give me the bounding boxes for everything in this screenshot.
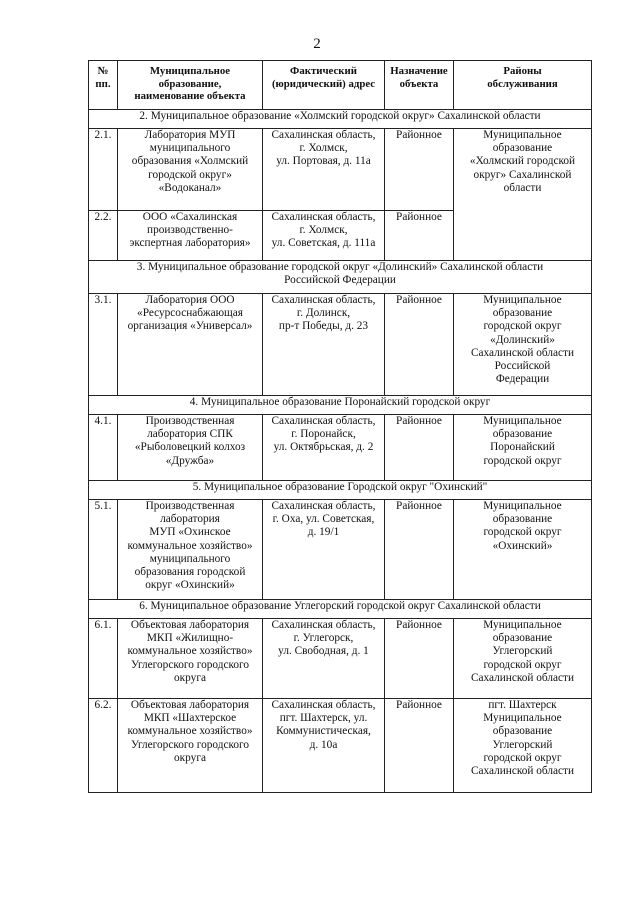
row-address: Сахалинская область, пгт. Шахтерск, ул. Коммунистическая, д. 10а bbox=[263, 699, 385, 793]
row-name: Объектовая лаборатория МКП «Шахтерское коммунальное хозяйство» Углегорского городского округа bbox=[118, 699, 263, 793]
section-title: 2. Муниципальное образование «Холмский городской округ» Сахалинской области bbox=[89, 110, 592, 129]
header-address: Фактический (юридический) адрес bbox=[263, 61, 385, 110]
row-areas: Муниципальное образование Углегорский городской округ Сахалинской области bbox=[454, 619, 592, 699]
header-num: № пп. bbox=[89, 61, 118, 110]
row-purpose: Районное bbox=[385, 699, 454, 793]
row-num: 2.1. bbox=[89, 129, 118, 211]
row-name: Объектовая лаборатория МКП «Жилищно- коммунальное хозяйство» Углегорского городского округа bbox=[118, 619, 263, 699]
row-areas: Муниципальное образование городской округ «Долинский» Сахалинской области Российской Федерации bbox=[454, 294, 592, 396]
table-row bbox=[89, 500, 592, 600]
row-address: Сахалинская область, г. Углегорск, ул. Свободная, д. 1 bbox=[263, 619, 385, 699]
section-row bbox=[89, 481, 592, 500]
row-purpose: Районное bbox=[385, 500, 454, 600]
section-title: 4. Муниципальное образование Поронайский городской округ bbox=[89, 396, 592, 415]
section-row bbox=[89, 261, 592, 294]
section-title: 3. Муниципальное образование городской округ «Долинский» Сахалинской области Российской Федерации bbox=[89, 261, 592, 294]
row-areas: Муниципальное образование «Холмский городской округ» Сахалинской области bbox=[454, 129, 592, 261]
row-address: Сахалинская область, г. Оха, ул. Советская, д. 19/1 bbox=[263, 500, 385, 600]
row-purpose: Районное bbox=[385, 211, 454, 261]
row-purpose: Районное bbox=[385, 619, 454, 699]
row-name: Лаборатория МУП муниципального образования «Холмский городской округ» «Водоканал» bbox=[118, 129, 263, 211]
table-row bbox=[89, 294, 592, 396]
section-row bbox=[89, 600, 592, 619]
row-name: Производственная лаборатория СПК «Рыболовецкий колхоз «Дружба» bbox=[118, 415, 263, 481]
row-num: 2.2. bbox=[89, 211, 118, 261]
header-areas: Районы обслуживания bbox=[454, 61, 592, 110]
row-areas: Муниципальное образование городской округ «Охинский» bbox=[454, 500, 592, 600]
row-areas: пгт. Шахтерск Муниципальное образование Углегорский городской округ Сахалинской области bbox=[454, 699, 592, 793]
table-row bbox=[89, 415, 592, 481]
page-number: 2 bbox=[313, 36, 321, 52]
table-row bbox=[89, 619, 592, 699]
section-title: 5. Муниципальное образование Городской округ "Охинский" bbox=[89, 481, 592, 500]
row-num: 6.1. bbox=[89, 619, 118, 699]
row-purpose: Районное bbox=[385, 415, 454, 481]
row-address: Сахалинская область, г. Холмск, ул. Советская, д. 111а bbox=[263, 211, 385, 261]
section-title: 6. Муниципальное образование Углегорский городской округ Сахалинской области bbox=[89, 600, 592, 619]
row-num: 4.1. bbox=[89, 415, 118, 481]
row-address: Сахалинская область, г. Поронайск, ул. Октябрьская, д. 2 bbox=[263, 415, 385, 481]
row-num: 3.1. bbox=[89, 294, 118, 396]
row-areas: Муниципальное образование Поронайский городской округ bbox=[454, 415, 592, 481]
table-row bbox=[89, 129, 592, 211]
header-name: Муниципальное образование, наименование объекта bbox=[118, 61, 263, 110]
row-purpose: Районное bbox=[385, 129, 454, 211]
table-row bbox=[89, 699, 592, 793]
row-name: ООО «Сахалинская производственно- экспертная лаборатория» bbox=[118, 211, 263, 261]
row-num: 5.1. bbox=[89, 500, 118, 600]
section-row bbox=[89, 396, 592, 415]
row-purpose: Районное bbox=[385, 294, 454, 396]
row-address: Сахалинская область, г. Холмск, ул. Портовая, д. 11а bbox=[263, 129, 385, 211]
row-num: 6.2. bbox=[89, 699, 118, 793]
table-header-row bbox=[89, 61, 592, 110]
row-name: Лаборатория ООО «Ресурсоснабжающая организация «Универсал» bbox=[118, 294, 263, 396]
row-name: Производственная лаборатория МУП «Охинское коммунальное хозяйство» муниципального образования городской округ «Охинский» bbox=[118, 500, 263, 600]
laboratory-table bbox=[88, 60, 592, 793]
section-row bbox=[89, 110, 592, 129]
header-purpose: Назначение объекта bbox=[385, 61, 454, 110]
row-address: Сахалинская область, г. Долинск, пр-т Победы, д. 23 bbox=[263, 294, 385, 396]
